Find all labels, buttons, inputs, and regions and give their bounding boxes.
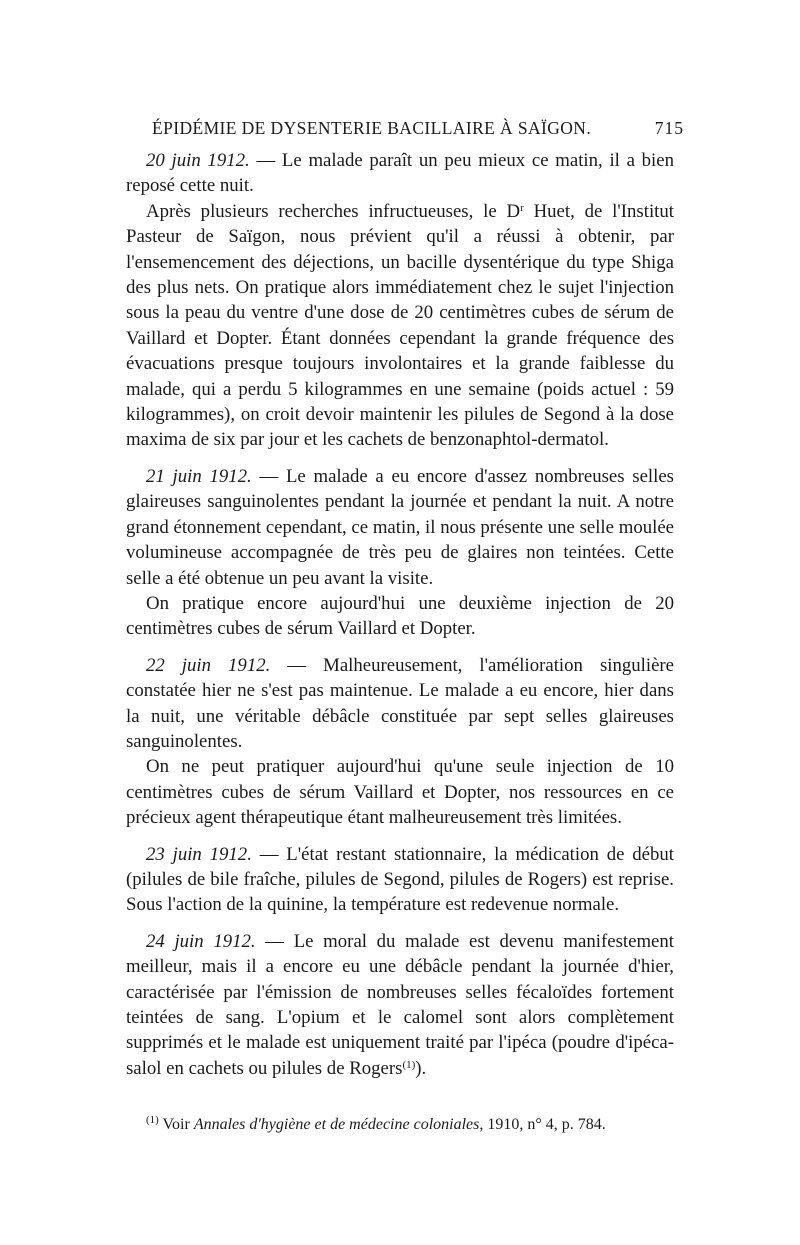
entry-date: 21 juin 1912. [146,465,252,487]
paragraph-text: On pratique encore aujourd'hui une deuxième injection de 20 centimètres cubes de sérum Vaillard et Dopter. [126,592,674,640]
footnote-marker: (1) [146,1114,159,1126]
superscript: r [520,201,524,214]
entry-20-juin [126,148,674,199]
entry-24-juin [126,929,674,1081]
entry-text: — Le malade a eu encore d'assez nombreuses selles glaireuses sanguinolentes pendant la journée et pendant la nuit. A notre grand étonnement cependant, ce matin, il nous présente une selle moulée volumineuse accompagnée de très peu de glaires non teintées. Cette selle a été obtenue un peu avant la visite. [126,465,674,589]
running-head [152,118,684,139]
paragraph-seule-injection [126,754,674,830]
entry-text: — Le moral du malade est devenu manifestement meilleur, mais il a encore eu une débâcle pendant la journée d'hier, caractérisée par l'émission de nombreuses selles fécaloïdes fortement teintées de sang. L'opium et le calomel sont alors complètement supprimés et le malade est uniquement traité par l'ipéca (poudre d'ipéca-salol en cachets ou pilules de Rogers [126,930,674,1079]
paragraph-text: Huet, de l'Institut Pasteur de Saïgon, nous prévient qu'il a réussi à obtenir, par l'ensemencement des déjections, un bacille dysentérique du type Shiga des plus nets. On pratique alors immédiatement chez le sujet l'injection sous la peau du ventre d'une dose de 20 centimètres cubes de sérum de Vaillard et Dopter. Étant données cependant la grande fréquence des évacuations presque toujours involontaires et la grande faiblesse du malade, qui a perdu 5 kilogrammes en une semaine (poids actuel : 59 kilogrammes), on croit devoir maintenir les pilules de Segond à la dose maxima de six par jour et les cachets de benzonaphtol-dermatol. [126,200,675,451]
footnote-reference: (1) [402,1058,416,1071]
entry-date: 22 juin 1912. [146,654,271,676]
entry-date: 24 juin 1912. [146,930,256,952]
footnote [146,1116,686,1134]
paragraph-injection [126,591,674,642]
entry-text: ). [415,1057,427,1079]
footnote-journal: Annales d'hygiène et de médecine coloniales [193,1116,480,1133]
entry-date: 20 juin 1912. [146,150,250,171]
entry-text: — Malheureusement, l'amélioration singulière constatée hier ne s'est pas maintenue. Le malade a eu encore, hier dans la nuit, une véritable débâcle constituée par sept selles glaireuses sanguinolentes. [126,654,675,752]
entry-date: 23 juin 1912. [146,843,252,865]
paragraph-text: Après plusieurs recherches infructueuses, le D [146,200,521,222]
entry-21-juin [126,464,674,591]
footnote-lead: Voir [158,1116,194,1133]
page-number: 715 [654,118,684,138]
paragraph-text: On ne peut pratiquer aujourd'hui qu'une seule injection de 10 centimètres cubes de sérum Vaillard et Dopter, nos ressources en ce précieux agent thérapeutique étant malheureusement très limitées. [126,756,674,829]
entry-22-juin [126,653,674,755]
entry-23-juin [126,842,674,918]
paragraph-huet [126,199,674,453]
chapter-title: ÉPIDÉMIE DE DYSENTERIE BACILLAIRE À SAÏGON. [152,118,592,138]
entry-text: — L'état restant stationnaire, la médication de début (pilules de bile fraîche, pilules de Segond, pilules de Rogers) est reprise. Sous l'action de la quinine, la température est redevenue normale. [126,843,674,916]
body-text [126,148,674,1081]
footnote-citation: , 1910, n° 4, p. 784. [479,1116,606,1133]
entry-text: — Le malade paraît un peu mieux ce matin, il a bien reposé cette nuit. [126,150,674,197]
